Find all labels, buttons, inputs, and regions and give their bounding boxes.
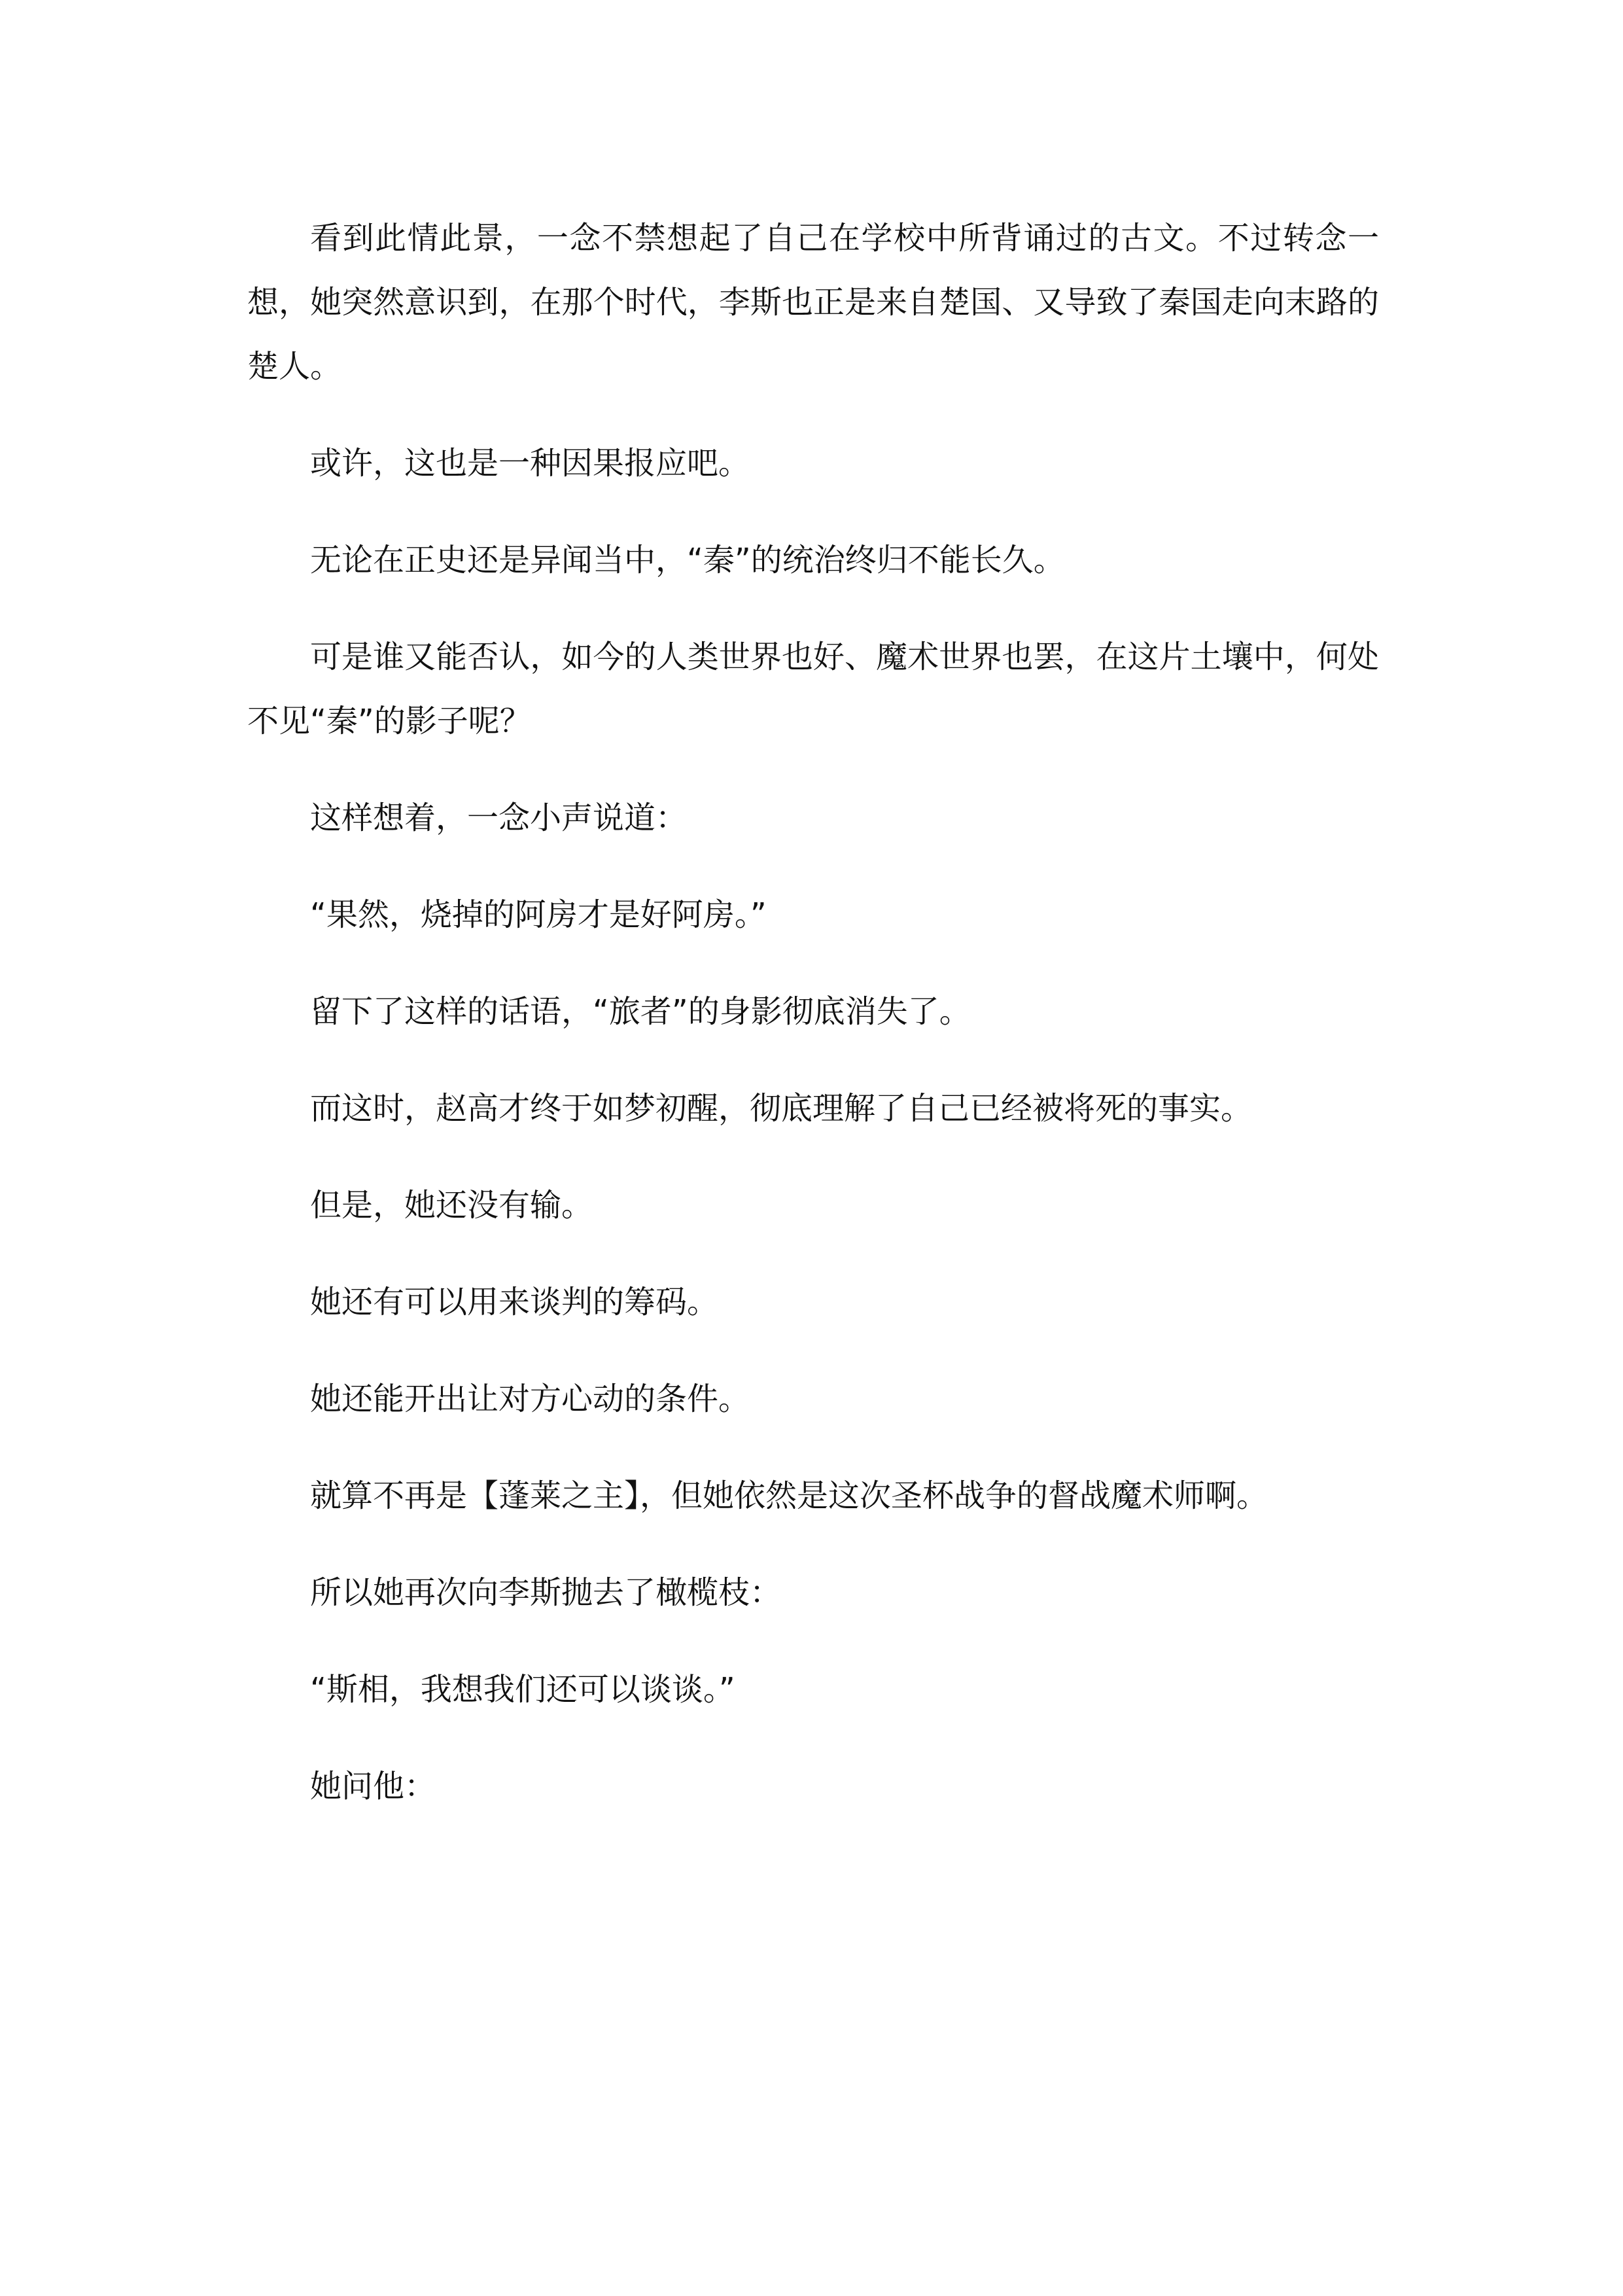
paragraph: 她还能开出让对方心动的条件。 bbox=[310, 1381, 750, 1417]
paragraph: 这样想着，一念小声说道： bbox=[310, 800, 688, 836]
document-body bbox=[247, 206, 1379, 1851]
paragraph: 留下了这样的话语，“旅者”的身影彻底消失了。 bbox=[310, 993, 971, 1030]
paragraph: 所以她再次向李斯抛去了橄榄枝： bbox=[310, 1574, 782, 1611]
paragraph: 或许，这也是一种因果报应吧。 bbox=[310, 445, 750, 482]
paragraph: 看到此情此景，一念不禁想起了自己在学校中所背诵过的古文。不过转念一想，她突然意识到，在那个时代，李斯也正是来自楚国、又导致了秦国走向末路的楚人。 bbox=[247, 220, 1379, 385]
paragraph: 无论在正史还是异闻当中，“秦”的统治终归不能长久。 bbox=[310, 542, 1065, 578]
paragraph: “果然，烧掉的阿房才是好阿房。” bbox=[310, 896, 767, 933]
paragraph: 可是谁又能否认，如今的人类世界也好、魔术世界也罢，在这片土壤中，何处不见“秦”的影子呢？ bbox=[247, 639, 1379, 739]
paragraph: “斯相，我想我们还可以谈谈。” bbox=[310, 1671, 735, 1708]
paragraph: 她还有可以用来谈判的筹码。 bbox=[310, 1284, 719, 1320]
paragraph: 而这时，赵高才终于如梦初醒，彻底理解了自己已经被将死的事实。 bbox=[310, 1090, 1253, 1127]
paragraph: 就算不再是【蓬莱之主】，但她依然是这次圣杯战争的督战魔术师啊。 bbox=[310, 1477, 1268, 1514]
paragraph: 她问他： bbox=[310, 1768, 436, 1805]
paragraph: 但是，她还没有输。 bbox=[310, 1187, 593, 1224]
